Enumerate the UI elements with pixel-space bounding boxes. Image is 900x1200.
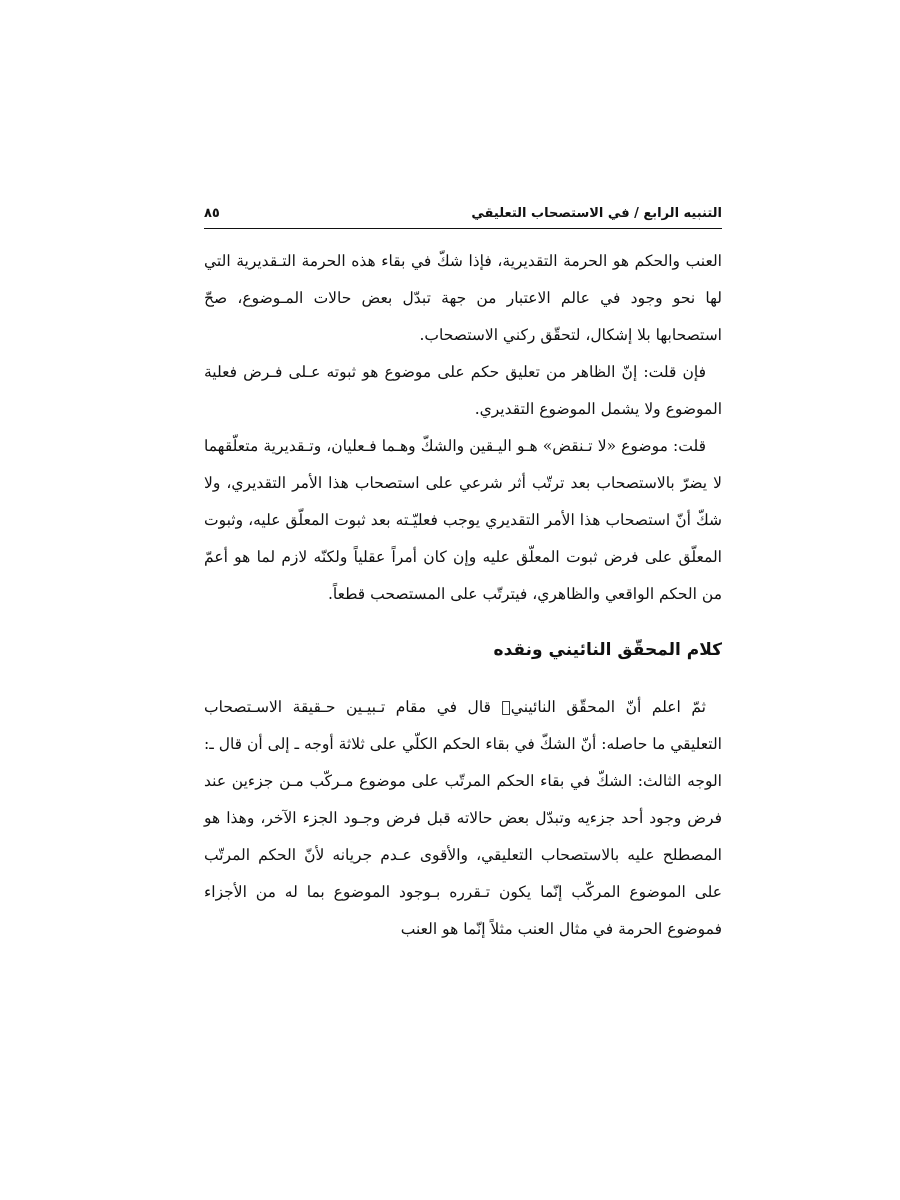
running-header bbox=[204, 200, 722, 229]
chapter-title: التنبيه الرابع / في الاستصحاب التعليقي bbox=[471, 206, 722, 221]
body-text bbox=[204, 243, 722, 948]
book-page bbox=[204, 200, 722, 948]
paragraph-objection: فإن قلت: إنّ الظاهر من تعليق حكم على موضوع هو ثبوته عـلى فـرض فعلية الموضوع ولا يشمل الموضوع التقديري. bbox=[204, 363, 722, 418]
paragraph-continuation: العنب والحكم هو الحرمة التقديرية، فإذا شكّ في بقاء هذه الحرمة التـقديرية التي لها نحو وجود في عالم الاعتبار من جهة تبدّل بعض حالات المـوضوع، صحّ استصحابها بلا إشكال، لتحقّق ركني الاستصحاب. bbox=[204, 252, 722, 344]
paragraph-naini: ثمّ اعلم أنّ المحقّق النائيني﷫ قال في مقام تـبيـين حـقيقة الاسـتصحاب التعليقي ما حاصله: أنّ الشكّ في بقاء الحكم الكلّي على ثلاثة أوجه ـ إلى أن قال ـ: الوجه الثالث: الشكّ في بقاء الحكم المرتّب على موضوع مـركّب مـن جزءين عند فرض وجود أحد جزءيه وتبدّل بعض حالاته قبل فرض وجـود الجزء الآخر، وهذا هو المصطلح عليه بالاستصحاب التعليقي، والأقوى عـدم جريانه لأنّ الحكم المرتّب على الموضوع المركّب إنّما يكون تـقرره بـوجود الموضوع بما له من الأجزاء فموضوع الحرمة في مثال العنب مثلاً إنّما هو العنب bbox=[204, 698, 722, 938]
paragraph-reply: قلت: موضوع «لا تـنقض» هـو اليـقين والشكّ وهـما فـعليان، وتـقديرية متعلّقهما لا يضرّ بالاستصحاب بعد ترتّب أثر شرعي على استصحاب هذا الأمر التقديري، ولا شكّ أنّ استصحاب هذا الأمر التقديري يوجب فعليّـته بعد ثبوت المعلّق عليه، وثبوت المعلّق على فرض ثبوت المعلّق عليه وإن كان أمراً عقلياً ولكنّه لازم لما هو أعمّ من الحكم الواقعي والظاهري، فيترتّب على المستصحب قطعاً. bbox=[204, 437, 722, 603]
section-heading: كلام المحقّق النائيني ونقده bbox=[493, 640, 722, 660]
page-number: ٨٥ bbox=[204, 206, 220, 221]
